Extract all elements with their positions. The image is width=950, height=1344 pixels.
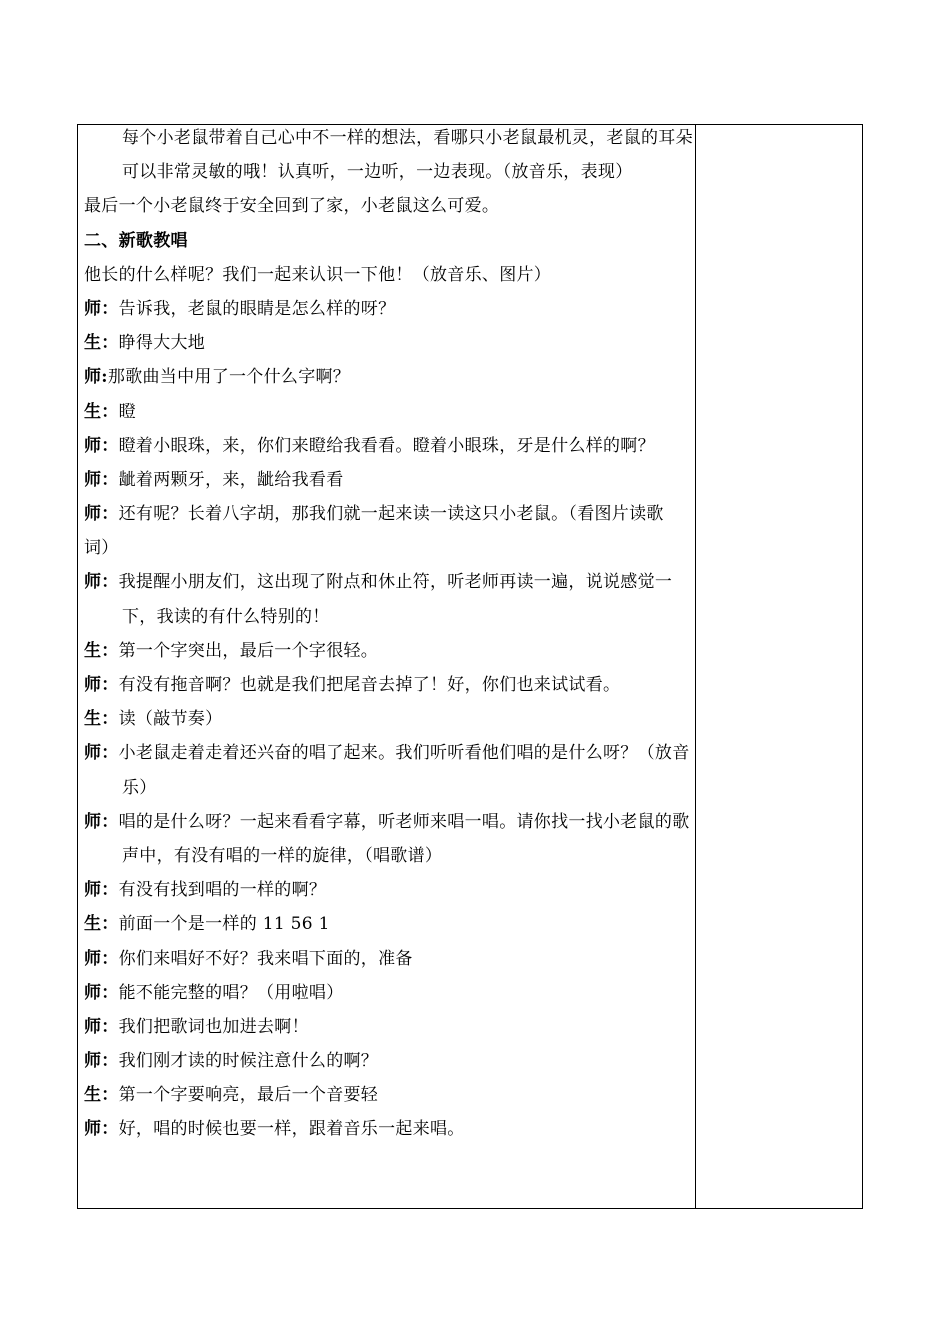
line-text: 瞪 [118, 401, 136, 422]
line-text: 睁得大大地 [118, 333, 206, 354]
dialogue-line [84, 463, 784, 497]
speaker-label: 生： [84, 914, 119, 935]
line-text: 第一个字要响亮，最后一个音要轻 [118, 1085, 379, 1106]
speaker-label: 师： [84, 572, 119, 593]
dialogue-line [84, 497, 784, 531]
dialogue-line [84, 942, 784, 976]
line-text: 乐） [122, 777, 157, 798]
dialogue-line [84, 839, 784, 873]
line-text: 有没有拖音啊？也就是我们把尾音去掉了！好，你们也来试试看。 [118, 675, 621, 695]
dialogue-line [84, 976, 784, 1010]
line-text: 我们刚才读的时候注意什么的啊？ [118, 1051, 379, 1072]
dialogue-line [84, 600, 784, 634]
dialogue-line [84, 1078, 784, 1112]
line-text: 告诉我，老鼠的眼睛是怎么样的呀？ [118, 298, 396, 319]
line-text: 读（敲节奏） [118, 709, 223, 730]
dialogue-line [84, 121, 784, 155]
line-text: 最后一个小老鼠终于安全回到了家，小老鼠这么可爱。 [84, 196, 500, 217]
line-text: 声中，有没有唱的一样的旋律，（唱歌谱） [122, 845, 443, 866]
dialogue-line [84, 565, 784, 599]
line-text: 能不能完整的唱？（用啦唱） [118, 982, 344, 1003]
line-text: 我们把歌词也加进去啊！ [118, 1016, 309, 1037]
line-text: 他长的什么样呢？我们一起来认识一下他！（放音乐、图片） [84, 264, 552, 285]
speaker-label: 生： [84, 333, 119, 354]
speaker-label: 生： [84, 401, 119, 422]
speaker-label: 师： [84, 880, 119, 901]
speaker-label: 师： [84, 1016, 119, 1037]
dialogue-line [84, 258, 784, 292]
speaker-label: 师： [84, 811, 119, 832]
speaker-label: 师： [84, 435, 119, 456]
line-text: 唱的是什么呀？一起来看看字幕，听老师来唱一唱。请你找一找小老鼠的歌 [118, 811, 690, 832]
line-text: 词） [84, 538, 119, 559]
dialogue-line [84, 805, 784, 839]
line-text: 每个小老鼠带着自己心中不一样的想法，看哪只小老鼠最机灵，老鼠的耳朵 [122, 128, 693, 148]
dialogue-line [84, 634, 784, 668]
line-text: 瞪着小眼珠，来，你们来瞪给我看看。瞪着小眼珠，牙是什么样的啊？ [118, 435, 655, 456]
lesson-content-cell [84, 121, 784, 1147]
line-text: 我提醒小朋友们，这出现了附点和休止符，听老师再读一遍，说说感觉一 [118, 572, 673, 593]
dialogue-line [84, 907, 784, 941]
line-text: 好，唱的时候也要一样，跟着音乐一起来唱。 [118, 1119, 465, 1140]
dialogue-line [84, 1010, 784, 1044]
line-text: 有没有找到唱的一样的啊？ [118, 880, 327, 901]
speaker-label: 师： [84, 743, 119, 764]
dialogue-line [84, 395, 784, 429]
dialogue-line [84, 292, 784, 326]
speaker-label: 生： [84, 640, 119, 661]
dialogue-line [84, 736, 784, 770]
speaker-label: 生： [84, 1085, 119, 1106]
line-text: 龇着两颗牙，来，龇给我看看 [118, 469, 344, 490]
speaker-label: 师： [84, 1051, 119, 1072]
dialogue-line [84, 1044, 784, 1078]
speaker-label: 师： [84, 1119, 119, 1140]
dialogue-line [84, 771, 784, 805]
dialogue-line [84, 155, 784, 189]
dialogue-line [84, 531, 784, 565]
speaker-label: 师： [84, 504, 119, 525]
speaker-label: 师： [84, 469, 119, 490]
speaker-label: 生： [84, 709, 119, 730]
speaker-label: 师： [84, 982, 119, 1003]
section-heading [84, 224, 784, 258]
speaker-label: 师： [84, 675, 119, 695]
line-text: 前面一个是一样的 11 56 1 [118, 914, 330, 935]
dialogue-line [84, 668, 784, 702]
dialogue-line [84, 360, 784, 394]
dialogue-line [84, 189, 784, 223]
speaker-label: 师： [84, 298, 119, 319]
line-text: 小老鼠走着走着还兴奋的唱了起来。我们听听看他们唱的是什么呀？（放音 [118, 743, 690, 764]
dialogue-line [84, 1112, 784, 1146]
line-text: 那歌曲当中用了一个什么字啊？ [107, 367, 351, 388]
dialogue-line [84, 429, 784, 463]
speaker-label: 师: [84, 367, 108, 388]
dialogue-line [84, 326, 784, 360]
line-text: 下，我读的有什么特别的！ [122, 606, 330, 627]
line-text: 你们来唱好不好？我来唱下面的，准备 [118, 948, 413, 969]
dialogue-line [84, 702, 784, 736]
dialogue-line [84, 873, 784, 907]
line-text: 二、新歌教唱 [84, 230, 188, 251]
line-text: 第一个字突出，最后一个字很轻。 [118, 640, 379, 661]
speaker-label: 师： [84, 948, 119, 969]
line-text: 还有呢？长着八字胡，那我们就一起来读一读这只小老鼠。（看图片读歌 [118, 504, 664, 525]
line-text: 可以非常灵敏的哦！认真听，一边听，一边表现。（放音乐，表现） [122, 162, 633, 183]
